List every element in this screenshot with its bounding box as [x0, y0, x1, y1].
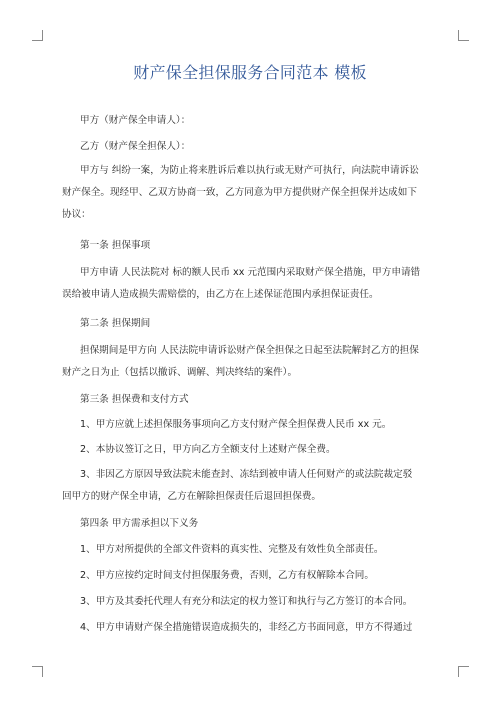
article-4-heading: 第四条 甲方需承担以下义务	[80, 518, 199, 529]
article-3-item-3	[62, 464, 462, 508]
article-4-item-4: 4、甲方申请财产保全措施错误造成损失的，非经乙方书面同意，甲方不得通过	[80, 622, 413, 633]
crop-mark-bottom-left	[32, 666, 43, 677]
article-4-item-2: 2、甲方应按约定时间支付担保服务费，否则，乙方有权解除本合同。	[80, 570, 374, 581]
crop-mark-top-right	[458, 30, 469, 41]
intro-line-1: 甲方与 纠纷一案，为防止将来胜诉后难以执行或无财产可执行，向法院申请诉讼	[80, 165, 419, 176]
crop-mark-bottom-right	[458, 666, 469, 677]
document-title: 财产保全担保服务合同范本 模板	[133, 63, 367, 82]
party-b-line: 乙方（财产保全担保人）：	[80, 141, 191, 152]
article-4-item-1: 1、甲方对所提供的全部文件资料的真实性、完整及有效性负全部责任。	[80, 544, 384, 555]
article-4-item-3: 3、甲方及其委托代理人有充分和法定的权力签订和执行与乙方签订的本合同。	[80, 596, 413, 607]
article-1-body	[62, 262, 462, 306]
article-2-heading: 第二条 担保期间	[80, 318, 151, 329]
article-3-item-3-line-2: 回甲方的财产保全申请，乙方在解除担保责任后退回担保费。	[62, 491, 322, 502]
crop-mark-top-left	[32, 30, 43, 41]
article-1-line-1: 甲方申请 人民法院对 标的额人民币 xx 元范围内采取财产保全措施，甲方申请错	[80, 267, 421, 278]
party-a-line: 甲方（财产保全申请人）：	[80, 115, 191, 126]
article-3-heading: 第三条 担保费和支付方式	[80, 394, 189, 405]
intro-paragraph	[62, 160, 462, 226]
article-2-body	[62, 340, 462, 384]
article-1-heading: 第一条 担保事项	[80, 240, 151, 251]
article-3-item-1: 1、甲方应就上述担保服务事项向乙方支付财产保全担保费人民币 xx 元。	[80, 419, 392, 430]
article-2-line-1: 担保期间是甲方向 人民法院申请诉讼财产保全担保之日起至法院解封乙方的担保	[80, 345, 419, 356]
intro-line-2: 财产保全。现经甲、乙双方协商一致，乙方同意为甲方提供财产保全担保并达成如下	[62, 187, 417, 198]
intro-line-3: 协议：	[62, 209, 91, 220]
article-2-line-2: 财产之日为止（包括以撤诉、调解、判决终结的案件）。	[62, 367, 298, 378]
article-3-item-3-line-1: 3、非因乙方原因导致法院未能查封、冻结到被申请人任何财产的或法院裁定驳	[80, 469, 413, 480]
article-1-line-2: 误给被申请人造成损失需赔偿的，由乙方在上述保证范围内承担保证责任。	[62, 289, 379, 300]
article-3-item-2: 2、本协议签订之日，甲方向乙方全额支付上述财产保全费。	[80, 444, 336, 455]
